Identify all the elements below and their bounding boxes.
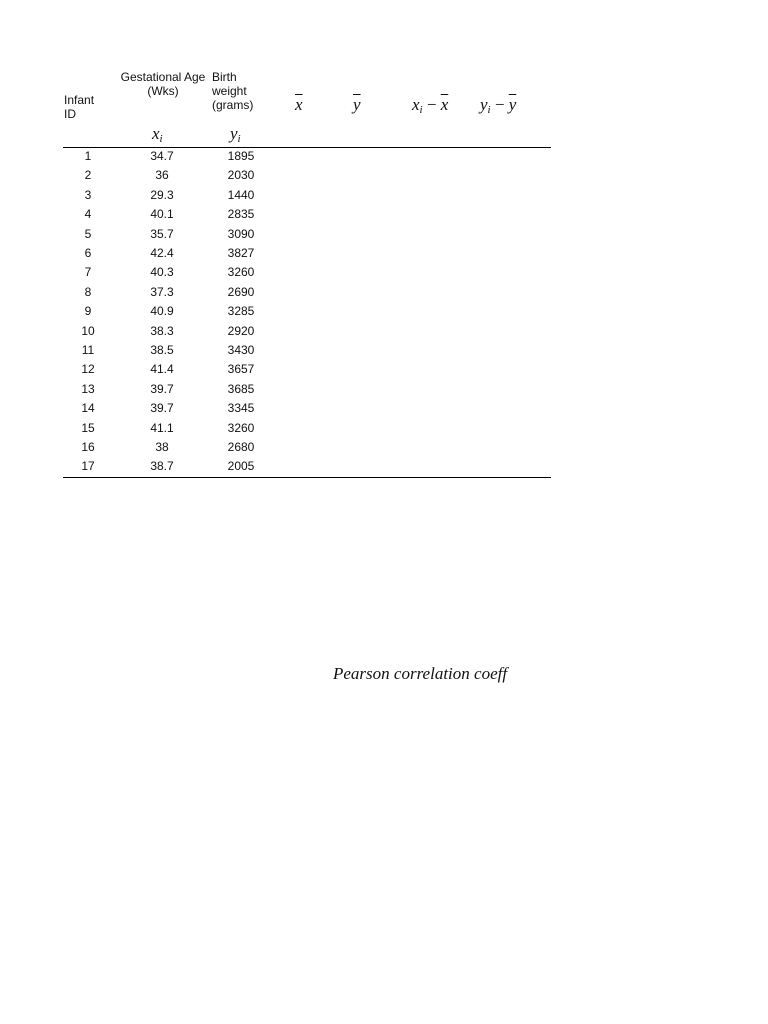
cell-birth-weight: 3260	[227, 420, 255, 435]
cell-birth-weight: 3657	[227, 362, 255, 377]
cell-birth-weight: 3285	[227, 304, 255, 319]
sub-i-symbol: i	[419, 104, 423, 116]
sub-i-symbol: i	[237, 133, 241, 145]
cell-birth-weight: 3430	[227, 343, 255, 357]
header-gestational-age	[117, 70, 209, 98]
table-row	[63, 399, 551, 418]
cell-infant-id: 8	[84, 284, 92, 299]
cell-infant-id: 3	[84, 187, 92, 202]
cell-birth-weight: 3827	[227, 246, 255, 260]
x-var-symbol: x	[152, 124, 160, 143]
table-row	[63, 457, 551, 476]
cell-gestational-age: 38	[155, 440, 169, 454]
cell-infant-id: 7	[84, 265, 92, 280]
cell-infant-id: 6	[84, 246, 92, 260]
y-var-symbol: y	[230, 124, 238, 143]
pearson-label: Pearson correlation coeff	[333, 664, 508, 683]
table-row	[63, 341, 551, 360]
y-bar-symbol: $\overline{y}$	[353, 95, 361, 114]
table-row	[63, 166, 551, 185]
cell-infant-id: 14	[81, 401, 95, 416]
header-birth-weight-line3: (grams)	[212, 98, 254, 112]
table-row	[63, 322, 551, 341]
cell-birth-weight: 2690	[227, 284, 255, 299]
cell-gestational-age: 40.9	[150, 304, 174, 319]
cell-gestational-age: 38.5	[150, 343, 174, 357]
header-gestational-age-line1: Gestational Age	[120, 70, 206, 84]
cell-infant-id: 4	[84, 207, 92, 222]
table-row	[63, 186, 551, 205]
minus-symbol: −	[494, 95, 505, 114]
cell-infant-id: 2	[84, 168, 92, 183]
sub-i-symbol: i	[159, 133, 163, 145]
x-bar-symbol: $\overline{x}$	[440, 95, 449, 114]
cell-infant-id: 5	[84, 226, 92, 241]
header-x-deviation	[412, 95, 448, 116]
cell-gestational-age: 40.1	[150, 207, 174, 222]
table-row	[63, 147, 551, 166]
header-infant-id	[64, 93, 94, 121]
cell-gestational-age: 41.4	[150, 362, 174, 377]
cell-birth-weight: 3345	[227, 401, 255, 416]
table-row	[63, 419, 551, 438]
cell-gestational-age: 29.3	[150, 187, 174, 202]
cell-gestational-age: 38.7	[150, 459, 174, 474]
cell-gestational-age: 34.7	[150, 149, 174, 163]
cell-birth-weight: 2030	[227, 168, 255, 183]
cell-birth-weight: 2835	[227, 207, 255, 222]
table-row	[63, 438, 551, 457]
cell-gestational-age: 41.1	[150, 420, 174, 435]
cell-birth-weight: 3090	[227, 226, 255, 241]
cell-infant-id: 9	[84, 304, 92, 319]
table-row	[63, 360, 551, 379]
header-birth-weight-line2: weight	[212, 84, 247, 98]
cell-gestational-age: 39.7	[150, 401, 174, 416]
header-gestational-age-line2: (Wks)	[147, 84, 179, 98]
header-infant-id-line1: Infant	[64, 93, 95, 107]
header-birth-weight	[212, 70, 253, 112]
table-row	[63, 283, 551, 302]
cell-birth-weight: 1440	[227, 187, 255, 202]
cell-infant-id: 1	[84, 149, 92, 163]
cell-birth-weight: 2920	[227, 323, 255, 338]
header-y-bar	[353, 95, 361, 115]
header-birth-weight-line1: Birth	[212, 70, 237, 84]
x-bar-symbol: $\overline{x}$	[295, 95, 303, 114]
cell-birth-weight: 2005	[227, 459, 255, 474]
cell-birth-weight: 2680	[227, 440, 255, 454]
table-row	[63, 225, 551, 244]
cell-birth-weight: 3260	[227, 265, 255, 280]
header-y-deviation	[480, 95, 516, 116]
sub-i-symbol: i	[487, 104, 491, 116]
table-row	[63, 205, 551, 224]
cell-gestational-age: 40.3	[150, 265, 174, 280]
cell-birth-weight: 1895	[227, 149, 255, 163]
cell-gestational-age: 36	[155, 168, 169, 183]
cell-gestational-age: 39.7	[150, 381, 174, 396]
cell-gestational-age: 37.3	[150, 284, 174, 299]
minus-symbol: −	[426, 95, 437, 114]
cell-gestational-age: 42.4	[150, 246, 174, 260]
cell-birth-weight: 3685	[227, 381, 255, 396]
cell-infant-id: 11	[81, 343, 95, 357]
header-x-bar	[295, 95, 303, 115]
cell-gestational-age: 38.3	[150, 323, 174, 338]
cell-infant-id: 16	[81, 440, 95, 454]
table-row	[63, 244, 551, 263]
y-bar-symbol: $\overline{y}$	[508, 95, 517, 114]
table-row	[63, 380, 551, 399]
table-row	[63, 263, 551, 282]
cell-infant-id: 12	[81, 362, 95, 377]
cell-infant-id: 13	[81, 381, 95, 396]
cell-infant-id: 15	[81, 420, 95, 435]
cell-gestational-age: 35.7	[150, 226, 174, 241]
cell-infant-id: 10	[81, 323, 95, 338]
x-var-symbol: x	[412, 95, 420, 114]
header-infant-id-line2: ID	[64, 107, 76, 121]
y-var-symbol: y	[480, 95, 488, 114]
table-bottom-rule	[63, 477, 551, 478]
subheader-x-i	[152, 124, 163, 145]
cell-infant-id: 17	[81, 459, 95, 474]
table-row	[63, 302, 551, 321]
subheader-y-i	[230, 124, 241, 145]
